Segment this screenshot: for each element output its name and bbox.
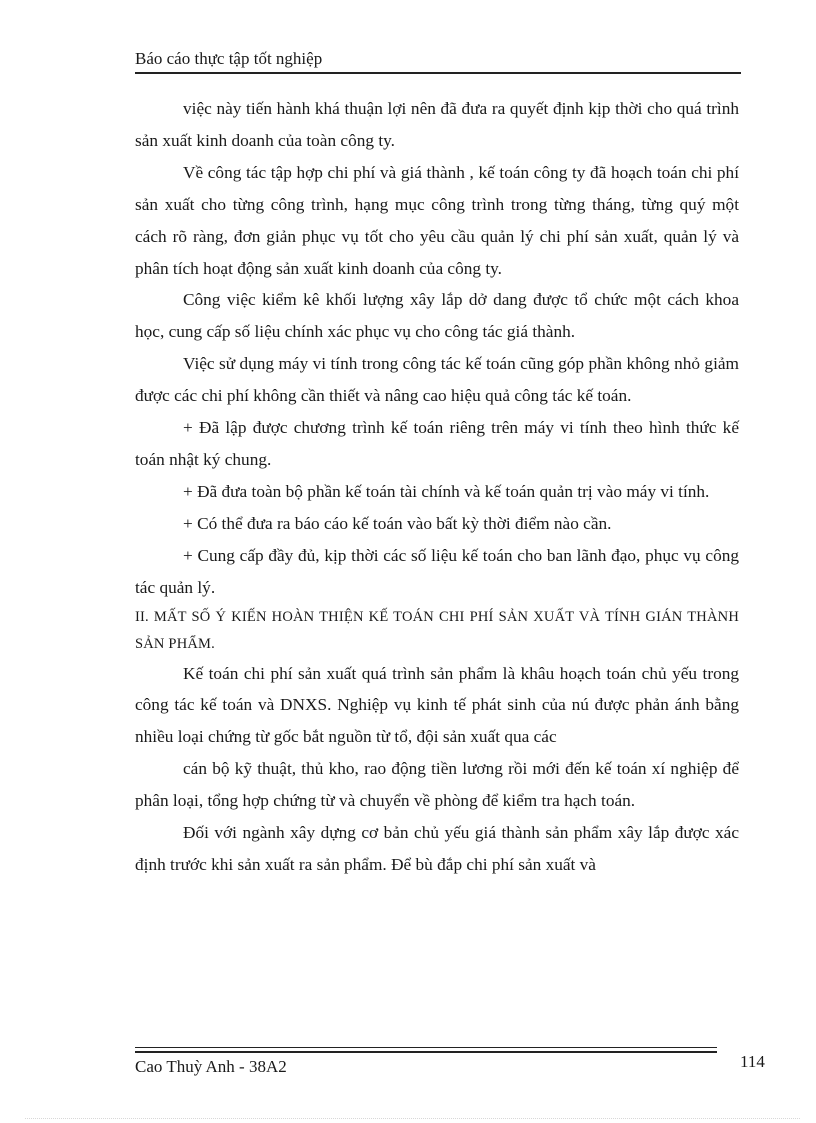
footer-divider xyxy=(135,1051,717,1053)
list-item: + Có thể đưa ra báo cáo kế toán vào bất kỳ thời điểm nào cần. xyxy=(183,513,612,533)
list-item: + Đã đưa toàn bộ phần kế toán tài chính và kế toán quản trị vào máy vi tính. xyxy=(183,481,710,501)
footer-divider xyxy=(135,1047,717,1048)
report-title: Báo cáo thực tập tốt nghiệp xyxy=(135,49,323,68)
paragraph: Đối với ngành xây dựng cơ bản chủ yếu giá thành sản phẩm xây lắp được xác định trước khi sản xuất ra sản phẩm. Để bù đắp chi phí sản xuất và xyxy=(135,823,739,874)
page-number: 114 xyxy=(740,1052,765,1071)
section-heading: II. MẤT SỐ Ý KIẾN HOÀN THIỆN KẾ TOÁN CHI PHÍ SẢN XUẤT VÀ TÍNH GIÁN THÀNH SẢN PHẨM. xyxy=(135,608,739,652)
paragraph: cán bộ kỹ thuật, thủ kho, rao động tiền lương rồi mới đến kế toán xí nghiệp để phân loại, tổng hợp chứng từ và chuyển về phòng để kiểm tra hạch toán. xyxy=(135,759,739,811)
footer-author: Cao Thuỳ Anh - 38A2 xyxy=(135,1057,287,1076)
list-item: + Cung cấp đầy đủ, kịp thời các số liệu kế toán cho ban lãnh đạo, phục vụ công tác quản lý. xyxy=(135,545,739,597)
paragraph: Việc sử dụng máy vi tính trong công tác kế toán cũng góp phần không nhỏ giảm được các chi phí không cần thiết và nâng cao hiệu quả công tác kế toán. xyxy=(135,354,739,406)
paragraph: việc này tiến hành khá thuận lợi nên đã đưa ra quyết định kịp thời cho quá trình sản xuất kinh doanh của toàn công ty. xyxy=(135,99,739,150)
paragraph: Về công tác tập hợp chi phí và giá thành , kế toán công ty đã hoạch toán chi phí sản xuất cho từng công trình, hạng mục công trình trong từng tháng, từng quý một cách rõ ràng, đơn giản phục vụ tốt cho yêu cầu quản lý chi phí sản xuất, quản lý và phân tích hoạt động sản xuất kinh doanh của công ty. xyxy=(135,162,739,278)
paragraph: Công việc kiểm kê khối lượng xây lắp dở dang được tổ chức một cách khoa học, cung cấp số liệu chính xác phục vụ cho công tác giá thành. xyxy=(135,290,739,342)
page-header xyxy=(135,48,741,74)
document-body xyxy=(135,93,739,881)
paragraph: Kế toán chi phí sản xuất quá trình sản phẩm là khâu hoạch toán chủ yếu trong công tác kế toán và DNXS. Nghiệp vụ kinh tế phát sinh của nú được phản ánh bằng nhiều loại chứng từ gốc bắt nguồn từ tổ, đội sản xuất qua các xyxy=(135,663,739,747)
list-item: + Đã lập được chương trình kế toán riêng trên máy vi tính theo hình thức kế toán nhật ký chung. xyxy=(135,418,739,469)
page-edge xyxy=(25,1118,800,1119)
